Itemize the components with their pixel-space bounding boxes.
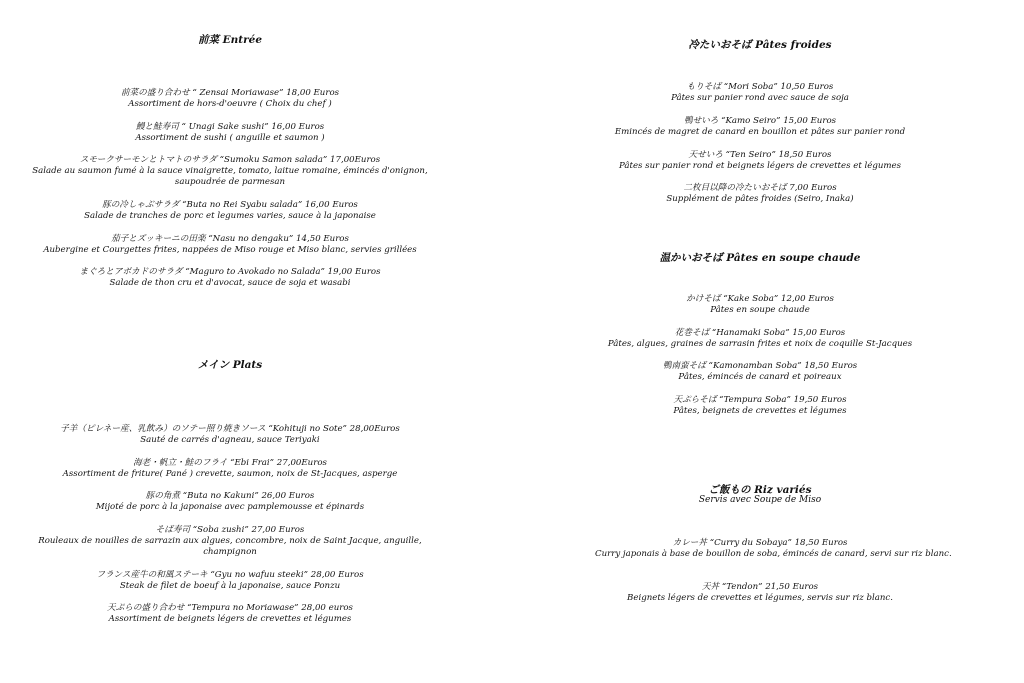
menu-item [10, 570, 450, 592]
menu-item-name-price: 鰻と鮭寿司 “ Unagi Sake sushi” 16,00 Euros [135, 122, 325, 132]
menu-item-description: Beignets légers de crevettes et légumes, servis sur riz blanc. [627, 593, 893, 603]
menu-item-name-price: 海老・帆立・鮭のフライ “Ebi Frai” 27,00Euros [133, 458, 327, 468]
menu-item [10, 491, 450, 513]
menu-item-description: Pâtes, beignets de crevettes et légumes [673, 406, 847, 416]
menu-item [10, 88, 450, 110]
menu-item-name-price: 豚の角煮 “Buta no Kakuni” 26,00 Euros [145, 491, 315, 501]
menu-item-name-price: もりそば “Mori Soba” 10,50 Euros [686, 82, 834, 92]
menu-item [10, 200, 450, 222]
menu-item [595, 116, 925, 138]
menu-item-description: Curry japonais à base de bouillon de soba, émincés de canard, servi sur riz blanc. [595, 549, 952, 559]
menu-item-description: Steak de filet de boeuf à la japonaise, sauce Ponzu [119, 581, 341, 591]
riz-section-subtitle: Servis avec Soupe de Miso [698, 495, 822, 505]
menu-item-name-price: 前菜の盛り合わせ “ Zensai Moriawase” 18,00 Euros [120, 88, 340, 98]
menu-item [10, 525, 450, 558]
menu-item-description: Supplément de pâtes froides (Seiro, Inaka) [666, 194, 854, 204]
menu-item-name-price: 天ぷらの盛り合わせ “Tempura no Moriawase” 28,00 euros [107, 603, 353, 613]
menu-item [10, 155, 450, 188]
menu-item-description: Pâtes, algues, graines de sarrasin frites et noix de coquille St-Jacques [607, 339, 913, 349]
menu-item-description: Assortiment de hors-d'oeuvre ( Choix du chef ) [128, 99, 332, 109]
riz-section-title: ご飯もの Riz variés [708, 484, 812, 496]
menu-item [10, 122, 450, 144]
menu-item [595, 183, 925, 205]
menu-item-description: Salade au saumon fumé à la sauce vinaigrette, tomato, laitue romaine, émincés d'onignon, saupoudrée de parmesan [32, 166, 428, 187]
menu-item-name-price: そば寿司 “Soba zushi” 27,00 Euros [155, 525, 305, 535]
menu-item-name-price: 二枚目以降の冷たいおそば 7,00 Euros [683, 183, 837, 193]
menu-item-name-price: まぐろとアボカドのサラダ “Maguro to Avokado no Salada” 19,00 Euros [79, 267, 381, 277]
menu-item [595, 82, 925, 104]
menu-item-description: Pâtes, émincés de canard et poireaux [678, 372, 842, 382]
menu-item-description: Assortiment de friture( Pané ) crevette, saumon, noix de St-Jacques, asperge [62, 469, 398, 479]
menu-item [595, 361, 925, 383]
menu-item [10, 267, 450, 289]
menu-item [10, 603, 450, 625]
menu-item-name-price: 茄子とズッキーニの田楽 “Nasu no dengaku” 14,50 Euros [111, 234, 349, 244]
menu-item-name-price: 豚の冷しゃぶサラダ “Buta no Rei Syabu salada” 16,00 Euros [102, 200, 358, 210]
menu-item-name-price: 花巻そば “Hanamaki Soba” 15,00 Euros [674, 328, 846, 338]
menu-item-name-price: 天せいろ “Ten Seiro” 18,50 Euros [688, 150, 832, 160]
menu-item-name-price: 子羊（ピレネー産、乳飲み）のソテー照り焼きソース “Kohituji no Sote” 28,00Euros [60, 424, 400, 434]
menu-item [595, 538, 952, 560]
menu-item-description: Assortiment de beignets légers de crevettes et légumes [108, 614, 352, 624]
menu-item-description: Pâtes en soupe chaude [710, 305, 810, 315]
menu-item [595, 582, 925, 604]
menu-item [595, 395, 925, 417]
menu-item [595, 294, 925, 316]
menu-item-name-price: 鴨せいろ “Kamo Seiro” 15,00 Euros [683, 116, 837, 126]
menu-item-description: Aubergine et Courgettes frites, nappées de Miso rouge et Miso blanc, servies grillées [43, 245, 417, 255]
menu-item-description: Mijoté de porc à la japonaise avec pamplemousse et épinards [95, 502, 365, 512]
menu-item-description: Salade de tranches de porc et legumes varies, sauce à la japonaise [84, 211, 376, 221]
menu-item-description: Rouleaux de nouilles de sarrazin aux algues, concombre, noix de Saint Jacque, anguille, champignon [38, 536, 422, 557]
menu-item-description: Emincés de magret de canard en bouillon et pâtes sur panier rond [614, 127, 906, 137]
menu-item [595, 328, 925, 350]
entree-section-title: 前菜 Entrée [197, 34, 263, 46]
menu-item-name-price: スモークサーモンとトマトのサラダ “Sumoku Samon salada” 17,00Euros [79, 155, 381, 165]
menu-item-description: Assortiment de sushi ( anguille et saumon ) [135, 133, 325, 143]
menu-item-name-price: 鴨南蛮そば “Kamonamban Soba” 18,50 Euros [662, 361, 858, 371]
pates-chaude-section-title: 温かいおそば Pâtes en soupe chaude [659, 252, 861, 264]
plats-section-title: メイン Plats [197, 359, 263, 371]
menu-item [10, 424, 450, 446]
menu-item-description: Sauté de carrés d'agneau, sauce Teriyaki [140, 435, 320, 445]
menu-item-name-price: フランス産牛の和風ステーキ “Gyu no wafuu steeki” 28,00 Euros [96, 570, 364, 580]
menu-item [10, 234, 450, 256]
menu-item-description: Salade de thon cru et d'avocat, sauce de soja et wasabi [109, 278, 351, 288]
menu-item-description: Pâtes sur panier rond et beignets légers de crevettes et légumes [618, 161, 902, 171]
menu-item-description: Pâtes sur panier rond avec sauce de soja [671, 93, 849, 103]
menu-item-name-price: カレー丼 “Curry du Sobaya” 18,50 Euros [672, 538, 848, 548]
menu-item-name-price: かけそば “Kake Soba” 12,00 Euros [686, 294, 834, 304]
menu-item-name-price: 天ぷらそば “Tempura Soba” 19,50 Euros [673, 395, 847, 405]
menu-item-name-price: 天丼 “Tendon” 21,50 Euros [701, 582, 819, 592]
pates-froides-section-title: 冷たいおそば Pâtes froides [688, 39, 832, 51]
menu-item [595, 150, 925, 172]
menu-item [10, 458, 450, 480]
